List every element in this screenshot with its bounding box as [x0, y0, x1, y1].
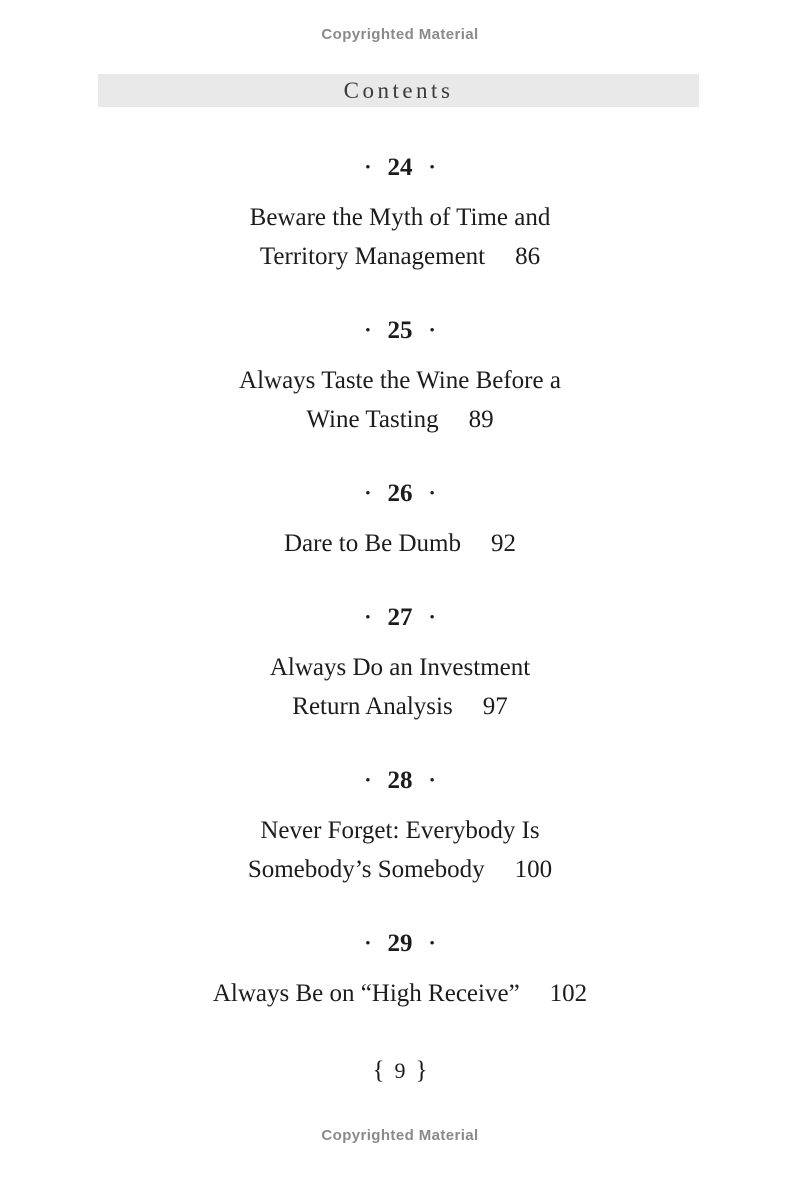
- chapter-number: 27: [387, 604, 413, 631]
- chapter-title-line: [0, 648, 800, 687]
- chapter-number: 29: [387, 930, 413, 957]
- folio-close-brace: }: [415, 1057, 428, 1084]
- chapter-page-number: 89: [468, 406, 494, 433]
- chapter-number: 28: [387, 767, 413, 794]
- copyright-notice-top: Copyrighted Material: [321, 26, 479, 43]
- chapter-number-line: [0, 148, 800, 188]
- chapter-title-text: Wine Tasting: [306, 406, 439, 433]
- chapter-title-line: [0, 198, 800, 237]
- chapter-title-line: [0, 524, 800, 563]
- chapter-title-line: [0, 361, 800, 400]
- chapter-title-line: [0, 687, 800, 726]
- chapter-number: 25: [387, 317, 413, 344]
- folio-open-brace: {: [372, 1057, 385, 1084]
- chapter-number-line: [0, 598, 800, 638]
- bullet-icon: •: [429, 486, 435, 502]
- chapter-page-number: 102: [549, 980, 588, 1007]
- chapter-title-text: Return Analysis: [292, 693, 453, 720]
- contents-header-bar: [98, 74, 699, 107]
- chapter-title-text: Always Be on “High Receive”: [212, 980, 520, 1007]
- folio-page-number: [0, 1056, 800, 1086]
- chapter-number-line: [0, 311, 800, 351]
- chapter-title-text: Beware the Myth of Time and: [249, 204, 551, 231]
- bullet-icon: •: [365, 936, 371, 952]
- chapter-title-line: [0, 811, 800, 850]
- chapter-title-block: [0, 361, 800, 439]
- chapter-number-line: [0, 924, 800, 964]
- bullet-icon: •: [429, 773, 435, 789]
- bullet-icon: •: [429, 323, 435, 339]
- chapter-title-text: Never Forget: Everybody Is: [260, 817, 540, 844]
- chapter-page-number: 100: [514, 856, 553, 883]
- toc-list: [0, 148, 800, 1013]
- chapter-title-text: Territory Management: [259, 243, 486, 270]
- toc-entry: [0, 311, 800, 439]
- chapter-number-line: [0, 761, 800, 801]
- chapter-title-block: [0, 974, 800, 1013]
- bullet-icon: •: [365, 160, 371, 176]
- chapter-page-number: 86: [515, 243, 541, 270]
- chapter-title-block: [0, 524, 800, 563]
- bullet-icon: •: [365, 486, 371, 502]
- page-title: Contents: [343, 77, 454, 103]
- bullet-icon: •: [365, 323, 371, 339]
- toc-entry: [0, 598, 800, 726]
- chapter-title-line: [0, 237, 800, 276]
- chapter-title-line: [0, 974, 800, 1013]
- chapter-title-text: Somebody’s Somebody: [247, 856, 485, 883]
- chapter-page-number: 97: [482, 693, 508, 720]
- chapter-number: 26: [387, 480, 413, 507]
- toc-entry: [0, 474, 800, 563]
- chapter-title-line: [0, 850, 800, 889]
- chapter-title-block: [0, 811, 800, 889]
- bullet-icon: •: [429, 160, 435, 176]
- chapter-title-line: [0, 400, 800, 439]
- chapter-title-text: Dare to Be Dumb: [283, 530, 462, 557]
- toc-entry: [0, 761, 800, 889]
- chapter-number: 24: [387, 154, 413, 181]
- toc-entry: [0, 924, 800, 1013]
- copyright-notice-bottom: Copyrighted Material: [321, 1127, 479, 1144]
- toc-entry: [0, 148, 800, 276]
- bullet-icon: •: [429, 936, 435, 952]
- chapter-title-text: Always Do an Investment: [269, 654, 531, 681]
- chapter-title-block: [0, 198, 800, 276]
- chapter-page-number: 92: [491, 530, 517, 557]
- chapter-title-block: [0, 648, 800, 726]
- folio-number: 9: [394, 1058, 406, 1083]
- bullet-icon: •: [365, 610, 371, 626]
- chapter-title-text: Always Taste the Wine Before a: [239, 367, 561, 394]
- bullet-icon: •: [429, 610, 435, 626]
- bullet-icon: •: [365, 773, 371, 789]
- chapter-number-line: [0, 474, 800, 514]
